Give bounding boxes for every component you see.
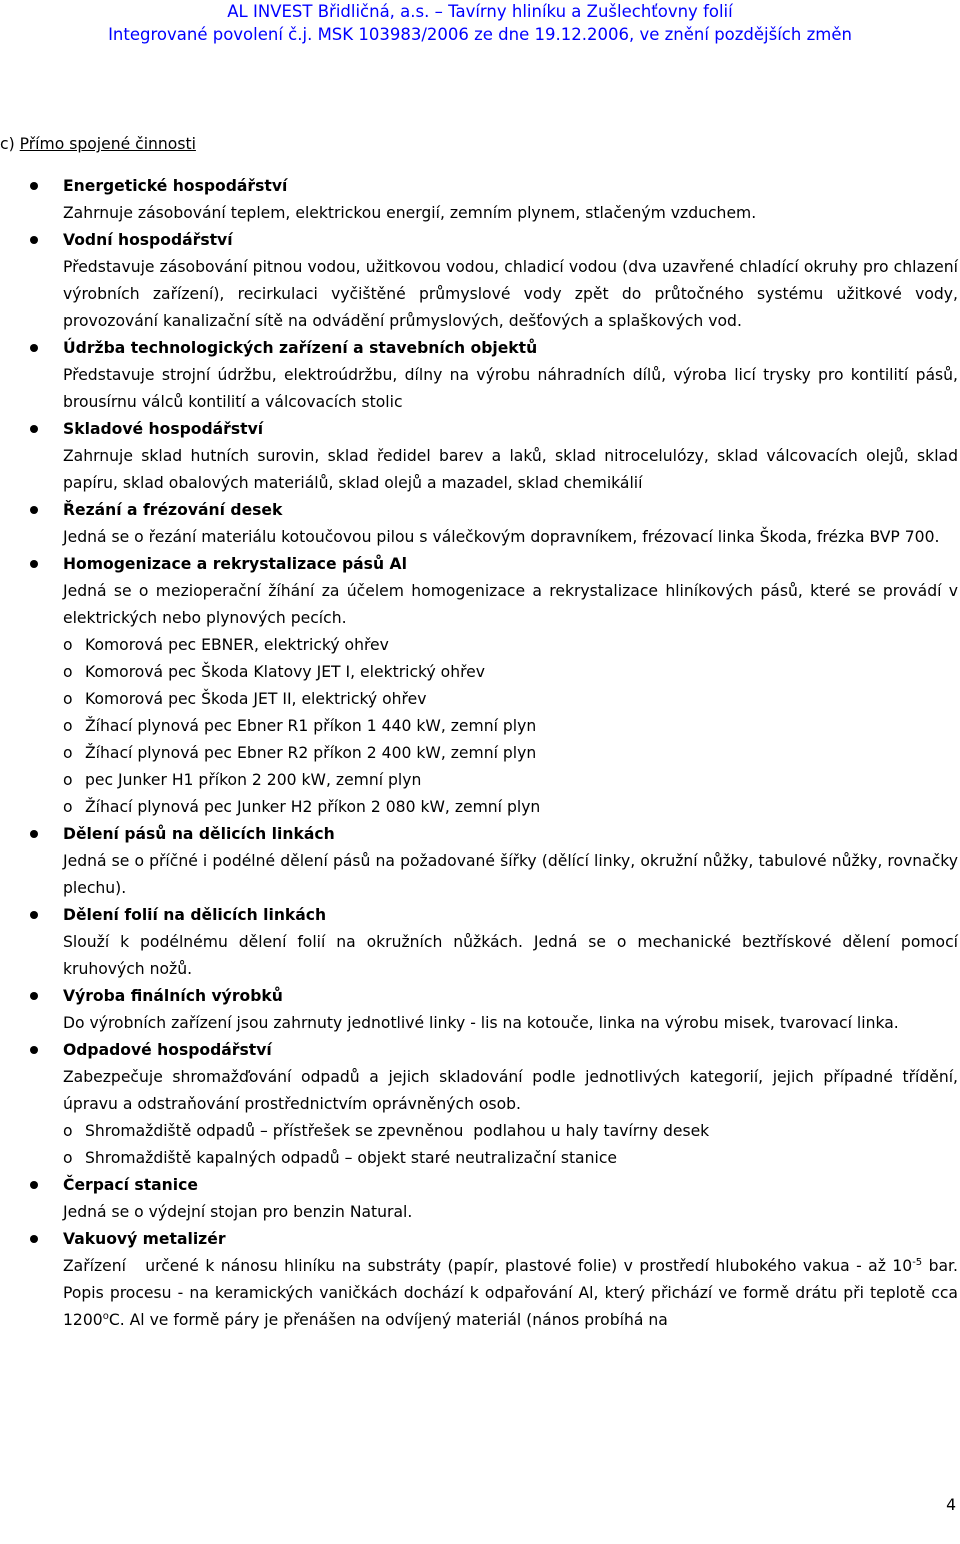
sub-list-item	[63, 794, 958, 821]
section-title: Přímo spojené činnosti	[19, 135, 196, 153]
list-item-storage	[0, 416, 960, 497]
item-body: Jedná se o příčné i podélné dělení pásů na požadované šířky (dělící linky, okružní nůžky, tabulové nůžky, rovnačky plechu).	[63, 852, 958, 897]
item-body: Jedná se o řezání materiálu kotoučovou pilou s válečkovým dopravníkem, frézovací linka Škoda, frézka BVP 700.	[63, 528, 940, 546]
item-title: Odpadové hospodářství	[63, 1041, 272, 1059]
item-title: Výroba finálních výrobků	[63, 987, 283, 1005]
item-title: Údržba technologických zařízení a stavebních objektů	[63, 339, 538, 357]
item-title: Dělení folií na dělicích linkách	[63, 906, 327, 924]
circle-bullet-icon: o	[63, 1122, 73, 1140]
item-title: Skladové hospodářství	[63, 420, 264, 438]
list-item-cutting	[0, 497, 960, 551]
circle-bullet-icon: o	[63, 636, 73, 654]
bullet-icon	[30, 1181, 38, 1189]
header-permit-line: Integrované povolení č.j. MSK 103983/2006 ze dne 19.12.2006, ve znění pozdějších změn	[108, 25, 852, 44]
bullet-icon	[30, 1046, 38, 1054]
header-company-line: AL INVEST Břidličná, a.s. – Tavírny hliníku a Zušlechťovny folií	[227, 2, 733, 21]
bullet-icon	[30, 236, 38, 244]
bullet-icon	[30, 830, 38, 838]
item-body-part: C. Al ve formě páry je přenášen na odvíjený materiál (nános probíhá na	[108, 1311, 668, 1329]
bullet-icon	[30, 425, 38, 433]
bullet-icon	[30, 560, 38, 568]
item-body: Zahrnuje sklad hutních surovin, sklad ředidel barev a laků, sklad nitrocelulózy, sklad válcovacích olejů, sklad papíru, sklad obalových materiálů, sklad olejů a mazadel, sklad chemikálií	[63, 447, 958, 492]
list-item-final-products	[0, 983, 960, 1037]
list-item-homogenization	[0, 551, 960, 821]
sub-list-item	[63, 740, 958, 767]
list-item-foil-division	[0, 902, 960, 983]
bullet-icon	[30, 1235, 38, 1243]
item-title: Vodní hospodářství	[63, 231, 233, 249]
list-item-waste	[0, 1037, 960, 1172]
circle-bullet-icon: o	[63, 717, 73, 735]
list-item-strip-division	[0, 821, 960, 902]
item-body: Zabezpečuje shromažďování odpadů a jejich skladování podle jednotlivých kategorií, jejich případné třídění, úpravu a odstraňování prostřednictvím oprávněných osob.	[63, 1068, 958, 1113]
bullet-icon	[30, 344, 38, 352]
sub-item-text: Komorová pec Škoda Klatovy JET I, elektrický ohřev	[85, 663, 485, 681]
item-body: Představuje zásobování pitnou vodou, užitkovou vodou, chladicí vodou (dva uzavřené chladící okruhy pro chlazení výrobních zařízení), recirkulaci vyčištěné průmyslové vody zpět do průtočného systému užitkové vody, provozování kanalizační sítě na odvádění průmyslových, dešťových a splaškových vod.	[63, 258, 958, 330]
sub-item-text: pec Junker H1 příkon 2 200 kW, zemní plyn	[85, 771, 422, 789]
list-item-filling-station	[0, 1172, 960, 1226]
item-body: Slouží k podélnému dělení folií na okružních nůžkách. Jedná se o mechanické beztřískové dělení pomocí kruhových nožů.	[63, 933, 958, 978]
document-body	[0, 131, 960, 1334]
circle-bullet-icon: o	[63, 663, 73, 681]
sub-item-text: Komorová pec EBNER, elektrický ohřev	[85, 636, 389, 654]
sub-list-item	[63, 686, 958, 713]
item-body: Představuje strojní údržbu, elektroúdržbu, dílny na výrobu náhradních dílů, výroba licí trysky pro kontilití pásů, brousírnu válců kontilití a válcovacích stolic	[63, 366, 958, 411]
sub-item-text: Žíhací plynová pec Ebner R2 příkon 2 400 kW, zemní plyn	[85, 744, 537, 762]
item-body: Jedná se o mezioperační žíhání za účelem homogenizace a rekrystalizace hliníkových pásů, které se provádí v elektrických nebo plynových pecích.	[63, 582, 958, 627]
sub-list-item	[63, 659, 958, 686]
circle-bullet-icon: o	[63, 1149, 73, 1167]
item-body-part: bar. Popis procesu - na keramických vaničkách dochází k odpařování Al, který přichází ve formě drátu při teplotě cca 1200	[63, 1257, 958, 1329]
sub-list-item	[63, 632, 958, 659]
sub-list-item	[63, 713, 958, 740]
bullet-icon	[30, 506, 38, 514]
page-number: 4	[946, 1496, 956, 1514]
section-prefix: c)	[0, 135, 15, 153]
document-header	[0, 0, 960, 46]
circle-bullet-icon: o	[63, 744, 73, 762]
sub-item-text: Shromaždiště odpadů – přístřešek se zpevněnou podlahou u haly tavírny desek	[85, 1122, 710, 1140]
item-title: Vakuový metalizér	[63, 1230, 226, 1248]
list-item-maintenance	[0, 335, 960, 416]
sub-item-text: Komorová pec Škoda JET II, elektrický ohřev	[85, 690, 427, 708]
list-item-vacuum-metallizer	[0, 1226, 960, 1334]
sub-list-item	[63, 767, 958, 794]
item-body-part: Zařízení určené k nánosu hliníku na substráty (papír, plastové folie) v prostředí hlubokého vakua - až 10	[63, 1257, 913, 1275]
sub-item-text: Shromaždiště kapalných odpadů – objekt staré neutralizační stanice	[85, 1149, 617, 1167]
sub-list-item	[63, 1118, 958, 1145]
exponent: -5	[912, 1257, 923, 1268]
list-item-energy	[0, 173, 960, 227]
bullet-icon	[30, 911, 38, 919]
item-title: Řezání a frézování desek	[63, 501, 283, 519]
item-body: Jedná se o výdejní stojan pro benzin Natural.	[63, 1203, 413, 1221]
item-title: Dělení pásů na dělicích linkách	[63, 825, 335, 843]
item-title: Energetické hospodářství	[63, 177, 288, 195]
item-title: Čerpací stanice	[63, 1176, 198, 1194]
bullet-icon	[30, 992, 38, 1000]
item-body	[63, 1253, 958, 1334]
circle-bullet-icon: o	[63, 690, 73, 708]
circle-bullet-icon: o	[63, 798, 73, 816]
sub-item-text: Žíhací plynová pec Junker H2 příkon 2 080 kW, zemní plyn	[85, 798, 541, 816]
item-title: Homogenizace a rekrystalizace pásů Al	[63, 555, 407, 573]
bullet-icon	[30, 182, 38, 190]
section-heading	[0, 131, 960, 158]
sub-item-text: Žíhací plynová pec Ebner R1 příkon 1 440 kW, zemní plyn	[85, 717, 537, 735]
sub-list-item	[63, 1145, 958, 1172]
degree-symbol: o	[102, 1311, 109, 1322]
circle-bullet-icon: o	[63, 771, 73, 789]
list-item-water	[0, 227, 960, 335]
item-body: Do výrobních zařízení jsou zahrnuty jednotlivé linky - lis na kotouče, linka na výrobu misek, tvarovací linka.	[63, 1014, 899, 1032]
item-body: Zahrnuje zásobování teplem, elektrickou energií, zemním plynem, stlačeným vzduchem.	[63, 204, 757, 222]
